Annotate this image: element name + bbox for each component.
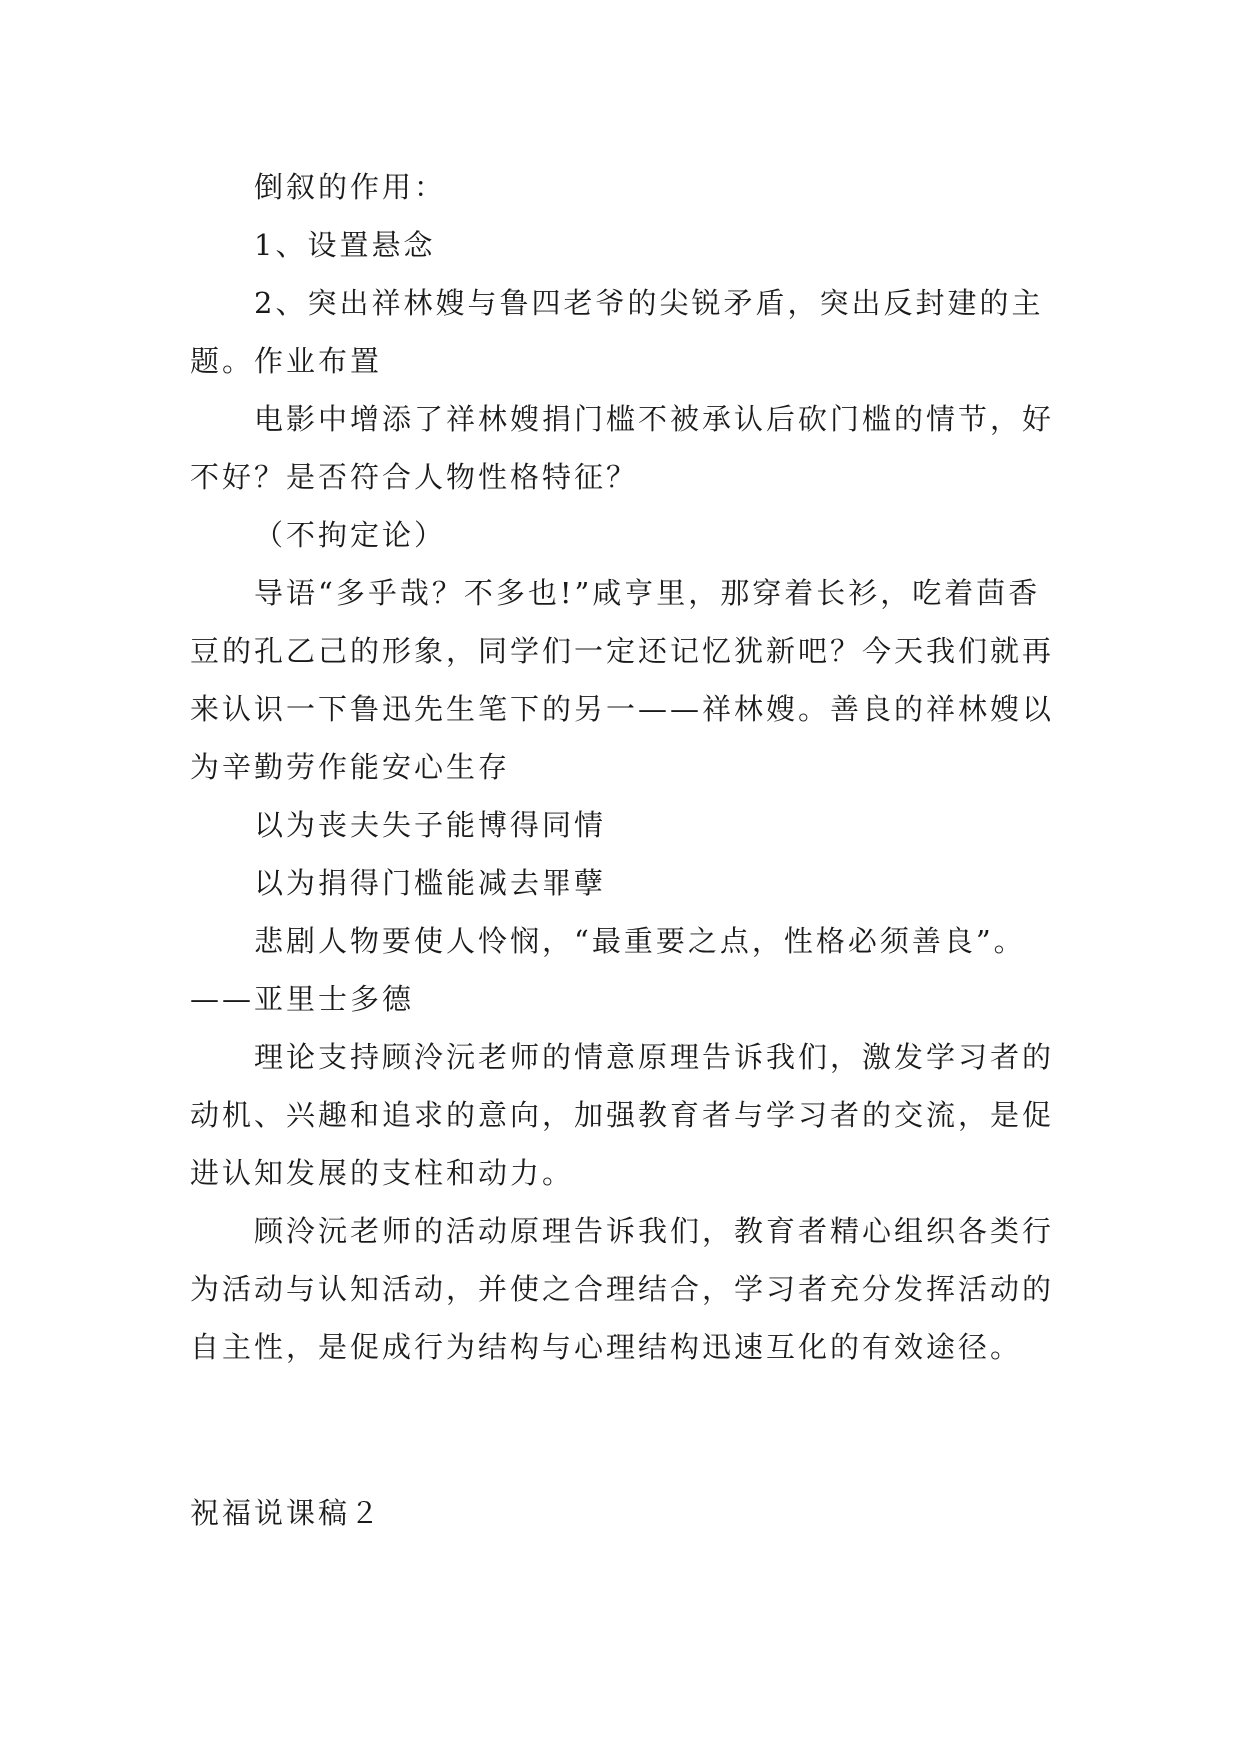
paragraph-flashback-role: 倒叙的作用： xyxy=(254,170,447,204)
paragraph-point-2: 2、突出祥林嫂与鲁四老爷的尖锐矛盾，突出反封建的主题。作业布置 xyxy=(190,286,1044,378)
paragraph-aristotle-quote: 悲剧人物要使人怜悯，“最重要之点，性格必须善良”。——亚里士多德 xyxy=(190,924,1026,1016)
paragraph-introduction: 导语“多乎哉？不多也!”咸亨里，那穿着长衫，吃着茴香豆的孔乙己的形象，同学们一定还记忆犹新吧？今天我们就再来认识一下鲁迅先生笔下的另一——祥林嫂。善良的祥林嫂以为辛勤劳作能安心生存 xyxy=(190,576,1055,784)
paragraph-point-1: 1、设置悬念 xyxy=(254,228,436,262)
paragraph-threshold: 以为捐得门槛能减去罪孽 xyxy=(254,866,607,900)
paragraph-no-fixed-conclusion: （不拘定论） xyxy=(254,518,447,552)
paragraph-activity-principle: 顾泠沅老师的活动原理告诉我们，教育者精心组织各类行为活动与认知活动，并使之合理结合，学习者充分发挥活动的自主性，是促成行为结构与心理结构迅速互化的有效途径。 xyxy=(190,1214,1055,1364)
section-title: 祝福说课稿２ xyxy=(190,1496,383,1530)
document-body xyxy=(190,158,1060,1376)
paragraph-film-question: 电影中增添了祥林嫂捐门槛不被承认后砍门槛的情节，好不好？是否符合人物性格特征？ xyxy=(190,402,1055,494)
paragraph-theory-support: 理论支持顾泠沅老师的情意原理告诉我们，激发学习者的动机、兴趣和追求的意向，加强教育者与学习者的交流，是促进认知发展的支柱和动力。 xyxy=(190,1040,1055,1190)
paragraph-sympathy: 以为丧夫失子能博得同情 xyxy=(254,808,607,842)
